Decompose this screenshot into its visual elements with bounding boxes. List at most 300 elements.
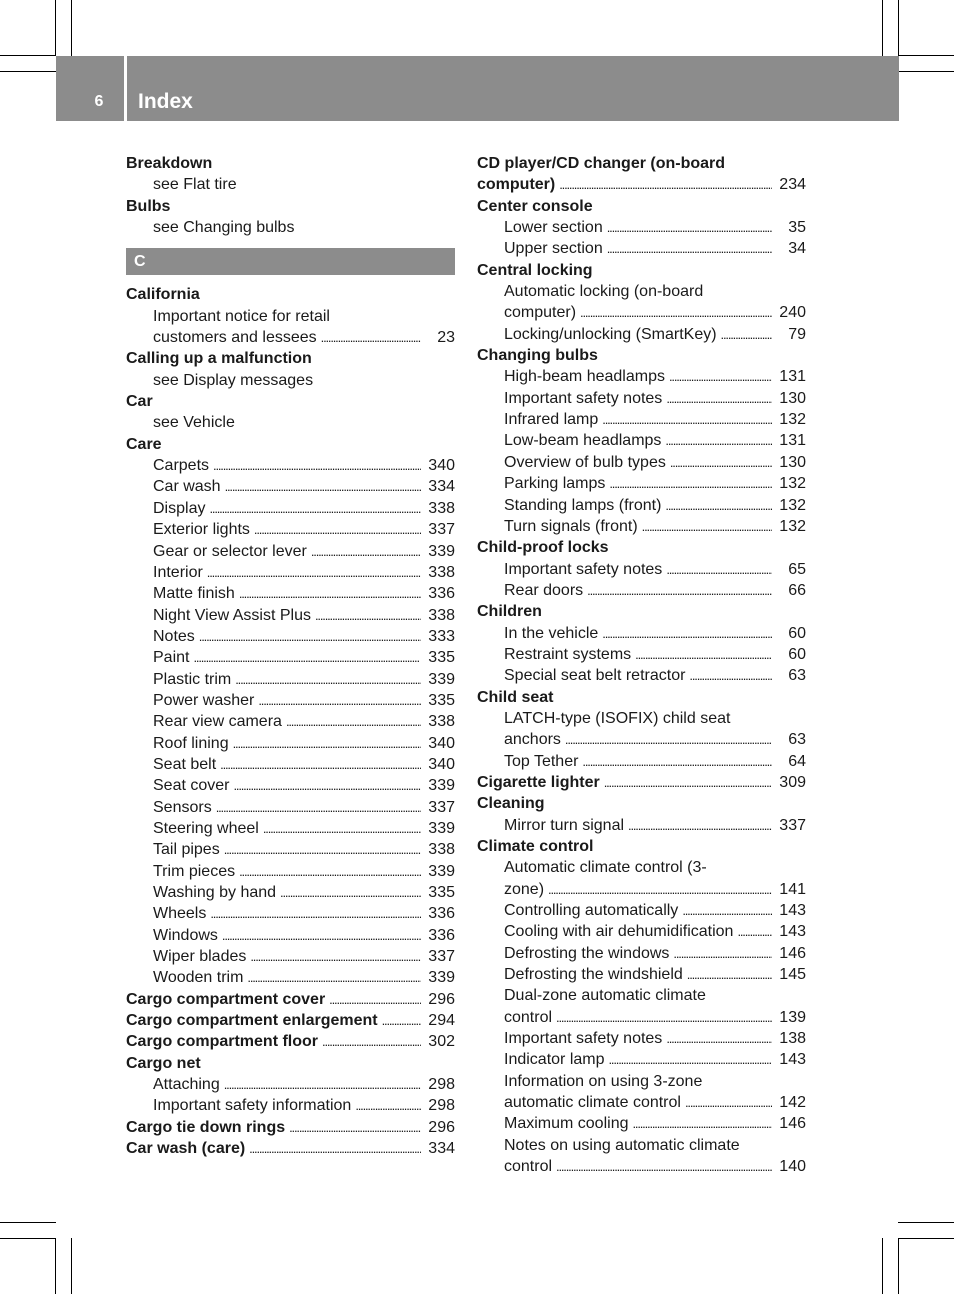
entry-page-number: 339 — [428, 819, 455, 837]
entry-label: control — [504, 1158, 553, 1176]
index-entry-subitem — [477, 366, 806, 387]
leader-dots — [210, 903, 421, 924]
index-entry-subitem — [477, 1071, 806, 1092]
crop-mark — [898, 71, 954, 72]
entry-label: Mirror turn signal — [504, 816, 625, 834]
index-entry-subitem — [477, 516, 806, 537]
crop-mark — [0, 1238, 56, 1239]
index-entry-heading — [126, 391, 455, 412]
entry-label: Special seat belt retractor — [504, 667, 686, 685]
entry-label: Defrosting the windows — [504, 944, 670, 962]
leader-dots — [669, 366, 772, 387]
leader-dots — [587, 580, 772, 601]
index-column-right — [477, 153, 806, 1178]
entry-label: Car wash (care) — [126, 1140, 246, 1158]
index-entry-subitem — [477, 857, 806, 878]
leader-dots — [665, 495, 772, 516]
leader-dots — [642, 516, 772, 537]
leader-dots — [548, 879, 772, 900]
entry-label: Important safety notes — [504, 1030, 663, 1048]
index-entry-subitem — [477, 665, 806, 686]
index-entry-heading — [126, 434, 455, 455]
leader-dots — [286, 711, 421, 732]
leader-dots — [225, 476, 421, 497]
index-entry-subitem — [126, 839, 455, 860]
index-entry-subitem — [477, 580, 806, 601]
leader-dots — [682, 900, 772, 921]
index-entry-subitem — [126, 583, 455, 604]
entry-label: Standing lamps (front) — [504, 496, 662, 514]
crop-mark — [898, 1238, 954, 1239]
leader-dots — [216, 797, 421, 818]
leader-dots — [666, 559, 772, 580]
leader-dots — [632, 1113, 772, 1134]
entry-label: Car — [126, 393, 153, 411]
entry-page-number: 64 — [788, 752, 806, 770]
index-entry-heading — [477, 260, 806, 281]
entry-label: zone) — [504, 880, 545, 898]
entry-label: Cooling with air dehumidification — [504, 923, 734, 941]
index-entry-heading — [477, 153, 806, 174]
entry-page-number: 131 — [779, 432, 806, 450]
entry-label: Important safety information — [153, 1097, 352, 1115]
entry-label: LATCH-type (ISOFIX) child seat — [504, 709, 731, 727]
index-entry-subitem — [477, 1007, 806, 1028]
entry-page-number: 335 — [428, 884, 455, 901]
index-entry-heading — [477, 772, 806, 793]
index-entry-subitem — [126, 370, 455, 391]
entry-label: California — [126, 286, 200, 304]
index-entry-subitem — [477, 943, 806, 964]
leader-dots — [209, 498, 421, 519]
index-entry-subitem — [126, 1074, 455, 1095]
entry-page-number: 333 — [428, 627, 455, 645]
entry-page-number: 339 — [428, 862, 455, 880]
index-entry-heading — [126, 153, 455, 174]
entry-label: Cleaning — [477, 795, 545, 813]
leader-dots — [193, 647, 421, 668]
leader-dots — [224, 1074, 421, 1095]
entry-page-number: 63 — [788, 667, 806, 685]
entry-page-number: 309 — [779, 773, 806, 791]
entry-page-number: 60 — [788, 645, 806, 663]
entry-label: Exterior lights — [153, 521, 250, 539]
entry-label: Infrared lamp — [504, 411, 599, 429]
entry-page-number: 336 — [428, 585, 455, 603]
entry-page-number: 131 — [779, 368, 806, 386]
index-entry-subitem — [126, 217, 455, 238]
entry-label: Top Tether — [504, 752, 579, 770]
index-entry-subitem — [126, 754, 455, 775]
leader-dots — [670, 452, 772, 473]
index-entry-subitem — [477, 1113, 806, 1134]
entry-page-number: 63 — [788, 731, 806, 749]
entry-page-number: 79 — [788, 325, 806, 343]
entry-label: Washing by hand — [153, 884, 277, 901]
leader-dots — [609, 473, 772, 494]
leader-dots — [689, 665, 772, 686]
entry-label: Steering wheel — [153, 819, 259, 837]
entry-label: Cargo net — [126, 1054, 201, 1072]
entry-label: Rear doors — [504, 581, 584, 599]
entry-page-number: 294 — [428, 1012, 455, 1030]
leader-dots — [602, 409, 772, 430]
leader-dots — [355, 1095, 421, 1116]
index-entry-subitem — [477, 815, 806, 836]
entry-label: Center console — [477, 197, 593, 215]
entry-page-number: 34 — [788, 240, 806, 258]
entry-page-number: 234 — [779, 176, 806, 194]
index-entry-subitem — [126, 818, 455, 839]
entry-page-number: 60 — [788, 624, 806, 642]
entry-page-number: 143 — [779, 923, 806, 941]
entry-label: Maximum cooling — [504, 1115, 629, 1133]
entry-label: Automatic locking (on-board — [504, 283, 704, 301]
entry-page-number: 138 — [779, 1030, 806, 1048]
leader-dots — [280, 882, 421, 903]
entry-label: Seat cover — [153, 777, 230, 795]
entry-label: see Vehicle — [153, 414, 235, 432]
index-entry-subitem — [477, 985, 806, 1006]
entry-page-number: 240 — [779, 304, 806, 322]
entry-page-number: 298 — [428, 1076, 455, 1094]
entry-label: customers and lessees — [153, 329, 317, 347]
leader-dots — [199, 626, 421, 647]
entry-page-number: 338 — [428, 563, 455, 581]
entry-label: Attaching — [153, 1076, 220, 1094]
entry-label: Carpets — [153, 457, 210, 475]
index-entry-subitem — [126, 669, 455, 690]
entry-label: Car wash — [153, 478, 221, 496]
entry-label: Low-beam headlamps — [504, 432, 662, 450]
index-entry-subitem — [477, 302, 806, 323]
leader-dots — [235, 669, 421, 690]
index-entry-heading — [477, 793, 806, 814]
entry-label: Calling up a malfunction — [126, 350, 312, 368]
entry-page-number: 146 — [779, 944, 806, 962]
entry-label: Interior — [153, 563, 203, 581]
entry-label: Wheels — [153, 905, 207, 923]
entry-label: see Display messages — [153, 371, 314, 389]
leader-dots — [556, 1007, 772, 1028]
entry-page-number: 335 — [428, 691, 455, 709]
entry-label: In the vehicle — [504, 624, 599, 642]
leader-dots — [582, 751, 772, 772]
entry-label: Paint — [153, 649, 190, 667]
index-entry-subitem — [477, 751, 806, 772]
index-entry-heading — [477, 601, 806, 622]
crop-mark — [0, 71, 56, 72]
entry-page-number: 339 — [428, 777, 455, 795]
entry-label: Turn signals (front) — [504, 517, 638, 535]
entry-label: High-beam headlamps — [504, 368, 665, 386]
leader-dots — [321, 327, 421, 348]
leader-dots — [239, 861, 421, 882]
index-entry-subitem — [126, 775, 455, 796]
entry-label: Gear or selector lever — [153, 542, 307, 560]
crop-mark — [55, 1238, 56, 1294]
index-entry-subitem — [477, 964, 806, 985]
index-entry-subitem — [126, 733, 455, 754]
page-title: Index — [138, 90, 193, 113]
entry-page-number: 130 — [779, 389, 806, 407]
entry-label: Dual-zone automatic climate — [504, 987, 706, 1005]
index-entry-subitem — [477, 729, 806, 750]
index-entry-subitem — [477, 324, 806, 345]
index-entry-subitem — [126, 690, 455, 711]
entry-label: Child seat — [477, 688, 554, 706]
crop-mark — [71, 0, 72, 56]
index-entry-subitem — [477, 495, 806, 516]
leader-dots — [721, 324, 772, 345]
entry-page-number: 143 — [779, 1051, 806, 1069]
index-entry-subitem — [477, 1135, 806, 1156]
entry-page-number: 141 — [779, 880, 806, 898]
index-entry-heading — [477, 174, 806, 195]
index-list — [126, 284, 455, 1159]
index-entry-subitem — [126, 327, 455, 348]
crop-mark — [898, 0, 899, 56]
entry-page-number: 337 — [428, 798, 455, 816]
leader-dots — [580, 302, 772, 323]
leader-dots — [222, 925, 421, 946]
index-column-left — [126, 153, 455, 1159]
entry-label: Changing bulbs — [477, 347, 598, 365]
entry-label: Cigarette lighter — [477, 773, 600, 791]
index-entry-subitem — [126, 541, 455, 562]
entry-label: Wooden trim — [153, 969, 244, 987]
entry-label: Breakdown — [126, 155, 213, 172]
entry-label: Children — [477, 603, 542, 621]
leader-dots — [207, 562, 421, 583]
entry-label: automatic climate control — [504, 1094, 681, 1112]
index-entry-subitem — [126, 903, 455, 924]
leader-dots — [239, 583, 421, 604]
entry-label: Cargo compartment floor — [126, 1033, 319, 1051]
entry-page-number: 338 — [428, 841, 455, 859]
leader-dots — [687, 964, 772, 985]
entry-page-number: 340 — [428, 755, 455, 773]
index-entry-heading — [477, 196, 806, 217]
entry-label: Parking lamps — [504, 475, 606, 493]
leader-dots — [315, 605, 421, 626]
entry-label: Upper section — [504, 240, 603, 258]
entry-label: control — [504, 1008, 553, 1026]
index-entry-subitem — [126, 925, 455, 946]
leader-dots — [602, 623, 772, 644]
entry-label: Trim pieces — [153, 862, 236, 880]
entry-label: Matte finish — [153, 585, 235, 603]
entry-label: computer) — [504, 304, 577, 322]
index-entry-subitem — [126, 562, 455, 583]
leader-dots — [565, 729, 772, 750]
leader-dots — [607, 238, 772, 259]
index-entry-subitem — [126, 626, 455, 647]
index-entry-subitem — [126, 967, 455, 988]
index-entry-subitem — [126, 946, 455, 967]
entry-label: Climate control — [477, 838, 594, 855]
entry-label: Important safety notes — [504, 560, 663, 578]
entry-label: Cargo tie down rings — [126, 1118, 286, 1136]
entry-label: Overview of bulb types — [504, 453, 666, 471]
entry-label: Restraint systems — [504, 645, 632, 663]
entry-page-number: 132 — [779, 475, 806, 493]
index-entry-heading — [126, 1010, 455, 1031]
entry-label: Central locking — [477, 261, 593, 279]
index-entry-subitem — [477, 559, 806, 580]
index-entry-heading — [126, 989, 455, 1010]
entry-page-number: 132 — [779, 411, 806, 429]
entry-label: computer) — [477, 176, 556, 194]
entry-label: Tail pipes — [153, 841, 220, 859]
leader-dots — [249, 1138, 421, 1159]
entry-page-number: 340 — [428, 734, 455, 752]
index-entry-heading — [126, 1053, 455, 1074]
entry-page-number: 340 — [428, 457, 455, 475]
index-entry-subitem — [477, 900, 806, 921]
index-entry-subitem — [477, 623, 806, 644]
entry-page-number: 139 — [779, 1008, 806, 1026]
leader-dots — [322, 1031, 421, 1052]
index-entry-subitem — [126, 455, 455, 476]
leader-dots — [607, 217, 772, 238]
entry-label: Locking/unlocking (SmartKey) — [504, 325, 717, 343]
entry-page-number: 132 — [779, 496, 806, 514]
entry-label: Power washer — [153, 691, 255, 709]
entry-label: Cargo compartment cover — [126, 990, 326, 1008]
crop-mark — [898, 1238, 899, 1294]
entry-page-number: 130 — [779, 453, 806, 471]
leader-dots — [609, 1049, 773, 1070]
index-entry-subitem — [126, 412, 455, 433]
index-entry-heading — [477, 836, 806, 857]
leader-dots — [250, 946, 421, 967]
entry-label: Bulbs — [126, 197, 171, 215]
index-entry-subitem — [477, 879, 806, 900]
index-entry-subitem — [477, 388, 806, 409]
entry-label: Care — [126, 435, 162, 453]
index-entry-heading — [126, 348, 455, 369]
leader-dots — [666, 388, 772, 409]
entry-page-number: 296 — [428, 1118, 455, 1136]
index-entry-heading — [477, 345, 806, 366]
entry-page-number: 145 — [779, 966, 806, 984]
index-entry-heading — [477, 537, 806, 558]
index-list — [126, 153, 455, 238]
index-entry-subitem — [477, 281, 806, 302]
index-entry-subitem — [126, 797, 455, 818]
leader-dots — [685, 1092, 772, 1113]
index-entry-subitem — [477, 708, 806, 729]
index-entry-subitem — [477, 238, 806, 259]
leader-dots — [329, 989, 421, 1010]
index-entry-subitem — [477, 430, 806, 451]
entry-page-number: 65 — [788, 560, 806, 578]
leader-dots — [289, 1117, 421, 1138]
entry-page-number: 337 — [779, 816, 806, 834]
index-entry-subitem — [477, 409, 806, 430]
leader-dots — [635, 644, 772, 665]
entry-label: Important safety notes — [504, 389, 663, 407]
entry-label: Roof lining — [153, 734, 229, 752]
leader-dots — [220, 754, 421, 775]
entry-page-number: 66 — [788, 581, 806, 599]
entry-page-number: 337 — [428, 521, 455, 539]
index-entry-subitem — [126, 1095, 455, 1116]
leader-dots — [233, 733, 421, 754]
entry-page-number: 336 — [428, 926, 455, 944]
entry-page-number: 142 — [779, 1094, 806, 1112]
entry-page-number: 23 — [437, 329, 455, 347]
crop-mark — [898, 55, 954, 56]
entry-label: Important notice for retail — [153, 307, 330, 325]
page-number: 6 — [94, 93, 104, 110]
entry-label: CD player/CD changer (on-board — [477, 155, 726, 172]
leader-dots — [628, 815, 772, 836]
leader-dots — [665, 430, 772, 451]
crop-mark — [71, 1238, 72, 1294]
entry-page-number: 132 — [779, 517, 806, 535]
entry-label: Seat belt — [153, 755, 217, 773]
entry-page-number: 339 — [428, 542, 455, 560]
leader-dots — [254, 519, 421, 540]
index-entry-subitem — [477, 1156, 806, 1177]
entry-label: Plastic trim — [153, 670, 232, 688]
entry-label: Cargo compartment enlargement — [126, 1012, 378, 1030]
index-entry-heading — [126, 1138, 455, 1159]
entry-page-number: 338 — [428, 713, 455, 731]
index-entry-subitem — [477, 217, 806, 238]
entry-page-number: 146 — [779, 1115, 806, 1133]
entry-page-number: 339 — [428, 969, 455, 987]
entry-label: Night View Assist Plus — [153, 606, 311, 624]
header-divider — [124, 56, 127, 121]
entry-label: see Flat tire — [153, 176, 237, 194]
entry-label: Notes on using automatic climate — [504, 1136, 740, 1154]
leader-dots — [311, 541, 421, 562]
entry-page-number: 302 — [428, 1033, 455, 1051]
index-entry-heading — [126, 284, 455, 305]
index-entry-subitem — [477, 921, 806, 942]
index-entry-subitem — [126, 476, 455, 497]
leader-dots — [673, 943, 772, 964]
crop-mark — [898, 1222, 954, 1223]
index-entry-subitem — [126, 882, 455, 903]
entry-label: Lower section — [504, 219, 603, 237]
entry-page-number: 143 — [779, 902, 806, 920]
entry-label: Automatic climate control (3- — [504, 859, 707, 877]
crop-mark — [882, 0, 883, 56]
entry-label: Sensors — [153, 798, 212, 816]
crop-mark — [55, 0, 56, 56]
index-entry-subitem — [126, 647, 455, 668]
index-entry-heading — [126, 1117, 455, 1138]
entry-page-number: 140 — [779, 1158, 806, 1176]
leader-dots — [666, 1028, 772, 1049]
index-entry-subitem — [477, 1092, 806, 1113]
entry-label: Display — [153, 499, 206, 517]
leader-dots — [737, 921, 772, 942]
entry-label: Rear view camera — [153, 713, 282, 731]
index-entry-heading — [126, 1031, 455, 1052]
entry-label: Child-proof locks — [477, 539, 609, 557]
leader-dots — [224, 839, 421, 860]
section-letter-bar: C — [126, 248, 455, 275]
leader-dots — [233, 775, 421, 796]
index-entry-subitem — [126, 605, 455, 626]
index-entry-subitem — [477, 1049, 806, 1070]
index-entry-subitem — [126, 306, 455, 327]
